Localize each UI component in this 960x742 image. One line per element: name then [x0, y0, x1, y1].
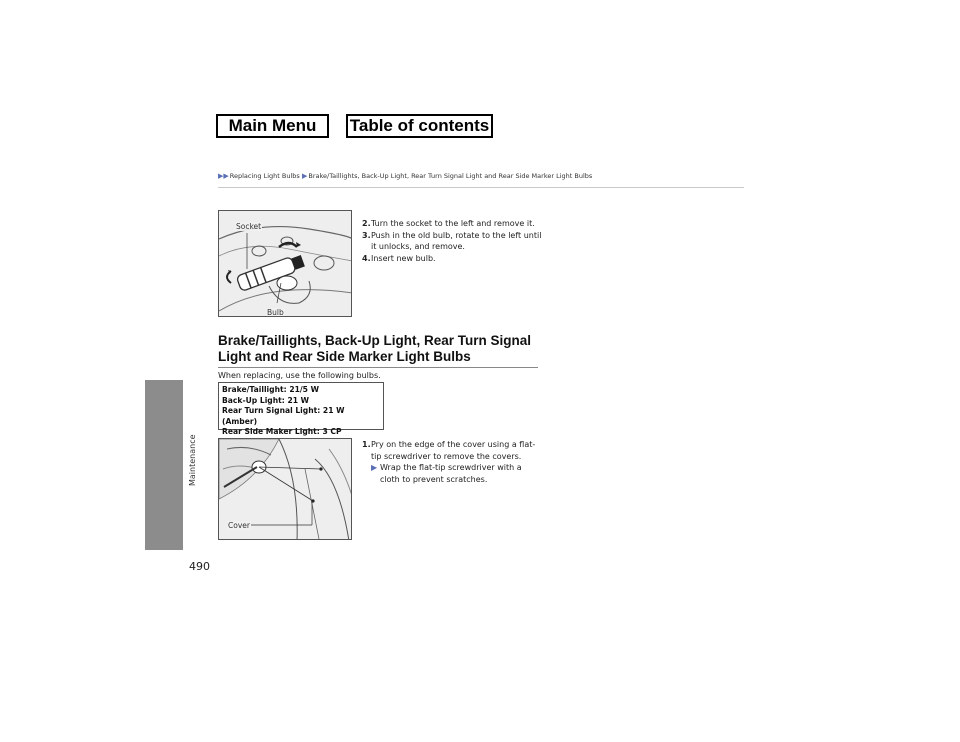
step-item: [362, 253, 542, 265]
spec-line: Rear Side Maker Light: 3 CP: [222, 427, 342, 436]
step-note-text: Wrap the flat-tip screwdriver with a cloth to prevent scratches.: [380, 463, 522, 484]
section-tab-label: Maintenance: [188, 434, 197, 486]
socket-bulb-illustration: [218, 210, 352, 317]
steps-remove-bulb: [362, 218, 542, 264]
spec-line: Rear Turn Signal Light: 21 W (Amber): [222, 406, 345, 426]
step-item: [362, 218, 542, 230]
section-tab: [145, 380, 183, 550]
step-item: [362, 439, 542, 462]
cover-label: Cover: [228, 521, 250, 530]
bulb-label: Bulb: [267, 308, 284, 317]
step-number: 2.: [362, 219, 371, 228]
breadcrumb-link-replacing-light-bulbs[interactable]: Replacing Light Bulbs: [229, 172, 300, 180]
section-intro: When replacing, use the following bulbs.: [218, 371, 381, 380]
step-number: 4.: [362, 253, 371, 263]
step-text: Push in the old bulb, rotate to the left until it unlocks, and remove.: [371, 230, 542, 251]
breadcrumb-arrow-icon: ▶: [299, 172, 308, 180]
section-title: Brake/Taillights, Back-Up Light, Rear Turn Signal Light and Rear Side Marker Light Bulbs: [218, 333, 532, 364]
step-number: 3.: [362, 230, 371, 240]
step-text: Insert new bulb.: [371, 253, 436, 263]
step-text: Pry on the edge of the cover using a flat-tip screwdriver to remove the covers.: [371, 440, 536, 461]
steps-remove-cover: [362, 439, 542, 485]
page-number: 490: [189, 560, 210, 573]
main-menu-button[interactable]: Main Menu: [216, 114, 329, 138]
cover-illustration: [218, 438, 352, 540]
note-arrow-icon: ▶: [371, 463, 378, 472]
bulb-spec-box: [218, 382, 384, 436]
breadcrumb-current: Brake/Taillights, Back-Up Light, Rear Turn Signal Light and Rear Side Marker Light Bulbs: [308, 172, 593, 180]
socket-label: Socket: [236, 222, 262, 231]
breadcrumb: [218, 172, 592, 180]
spec-line: Back-Up Light: 21 W: [222, 395, 310, 405]
step-item: [362, 230, 542, 253]
spec-line: Brake/Taillight: 21/5 W: [222, 385, 319, 394]
step-note: [362, 462, 542, 485]
breadcrumb-divider: [218, 187, 744, 188]
table-of-contents-button[interactable]: Table of contents: [346, 114, 493, 138]
step-text: Turn the socket to the left and remove it.: [371, 219, 535, 228]
breadcrumb-arrow-icon: ▶▶: [218, 172, 229, 180]
step-number: 1.: [362, 440, 371, 449]
section-divider: [218, 367, 538, 368]
